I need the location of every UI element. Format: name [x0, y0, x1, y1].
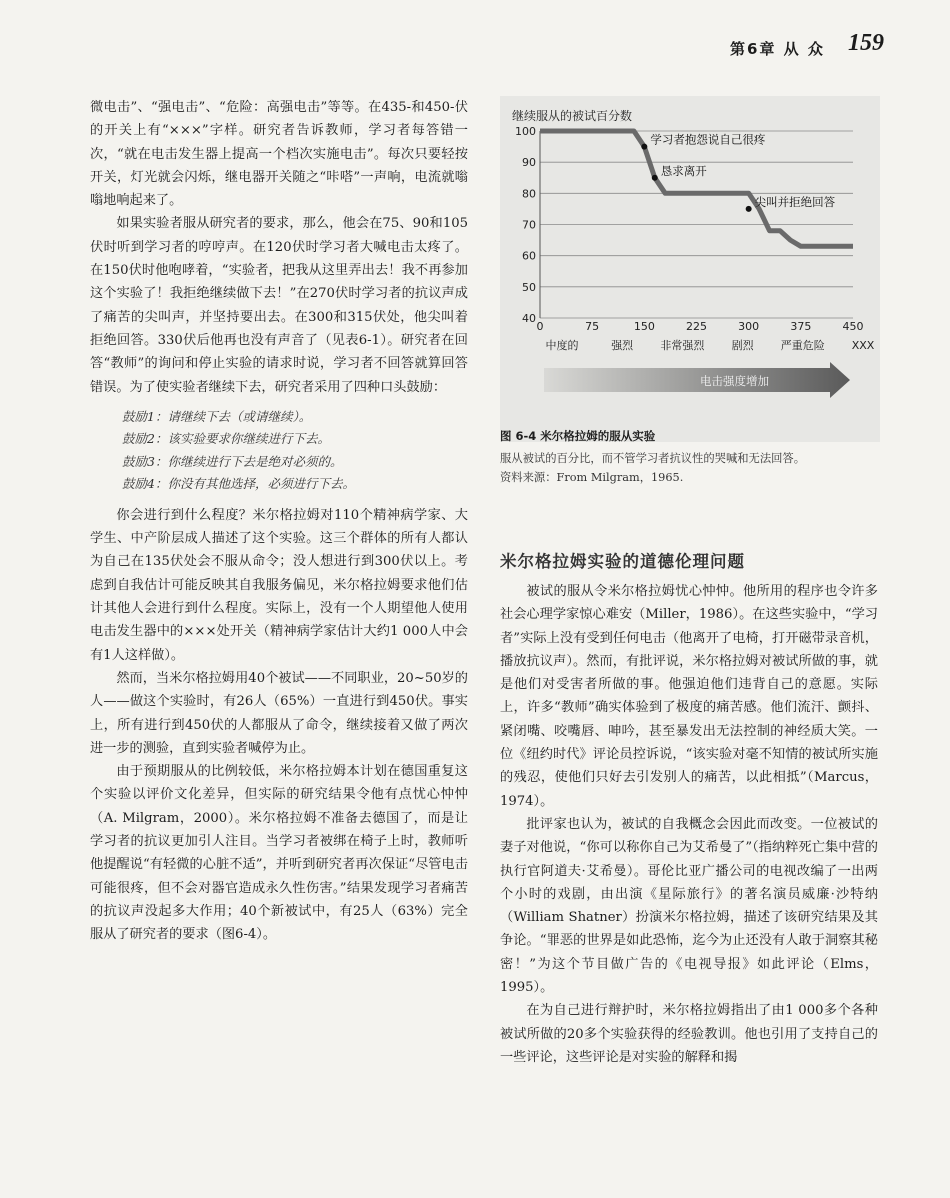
page-number: 159 [848, 30, 884, 56]
annotation-label: 恳求离开 [660, 163, 707, 178]
paragraph: 在为自己进行辩护时，米尔格拉姆指出了由1 000多个各种被试所做的20多个实验获得的经验教训。他也引用了支持自己的一些评论，这些评论是对实验的解释和揭 [500, 1003, 878, 1065]
annotation-marker [652, 175, 658, 181]
right-column [500, 548, 878, 1069]
chapter-title: 第6章 从 众 [730, 40, 825, 58]
encouragement-list [90, 406, 468, 496]
annotation-marker [746, 206, 752, 212]
left-column [90, 96, 468, 947]
caption-line: 服从被试的百分比，而不管学习者抗议性的哭喊和无法回答。 [500, 452, 806, 465]
y-tick-label: 70 [522, 218, 536, 232]
paragraph: 微电击”、“强电击”、“危险：高强电击”等等。在435-和450-伏的开关上有“×××”字样。研究者告诉教师，学习者每答错一次，“就在电击发生器上提高一个档次实施电击”。每次只要轻按开关，灯光就会闪烁，继电器开关随之“咔嗒”一声响，电流就嗡嗡地响起来了。 [90, 100, 468, 209]
y-tick-labels [515, 125, 536, 325]
obedience-chart [500, 96, 880, 416]
category-label: 剧烈 [731, 339, 754, 352]
encouragement-item: 鼓励1：请继续下去（或请继续）。 [122, 408, 312, 424]
intensity-arrow [544, 362, 850, 398]
category-label: 严重危险 [780, 339, 825, 352]
arrow-label: 电击强度增加 [700, 374, 769, 388]
y-tick-label: 90 [522, 156, 536, 170]
y-tick-label: 60 [522, 249, 536, 263]
category-label: 中度的 [545, 339, 579, 352]
gridlines [540, 131, 853, 318]
annotation-label: 尖叫并拒绝回答 [754, 194, 836, 209]
annotations [641, 133, 835, 212]
section-title: 米尔格拉姆实验的道德伦理问题 [500, 552, 745, 571]
x-tick-label: 375 [790, 320, 812, 333]
x-tick-label: 300 [738, 320, 760, 333]
x-tick-label: 0 [536, 320, 544, 333]
paragraph: 批评家也认为，被试的自我概念会因此而改变。一位被试的妻子对他说，“你可以称你自己为艾希曼了”（指纳粹死亡集中营的执行官阿道夫·艾希曼）。哥伦比亚广播公司的电视改编了一出两个小时的戏剧，由出演《星际旅行》的著名演员威廉·沙特纳（William Shatner）扮演米尔格拉姆，描述了该研究结果及其争论。“罪恶的世界是如此恐怖，迄今为止还没有人敢于洞察其秘密！”为这个节目做广告的《电视导报》如此评论（Elms，1995）。 [500, 816, 878, 996]
x-tick-label: 450 [842, 320, 864, 333]
encouragement-item: 鼓励2：该实验要求你继续进行下去。 [122, 431, 330, 447]
category-label: 非常强烈 [660, 339, 705, 352]
paragraph: 被试的服从令米尔格拉姆忧心忡忡。他所用的程序也令许多社会心理学家惊心难安（Miller，1986）。在这些实验中，“学习者”实际上没有受到任何电击（他离开了电椅，打开磁带录音机，播放抗议声）。然而，有批评说，米尔格拉姆对被试所做的事，就是他们对受害者所做的事。他强迫他们违背自己的意愿。实际上，许多“教师”确实体验到了极度的痛苦感。他们流汗、颤抖、紧闭嘴、咬嘴唇、呻吟，甚至暴发出无法控制的神经质大笑。一位《纽约时代》评论员控诉说，“该实验对毫不知情的被试所实施的残忍，使他们只好去引发别人的痛苦，以此相抵”（Marcus，1974）。 [500, 584, 878, 809]
encouragement-item: 鼓励4：你没有其他选择，必须进行下去。 [122, 476, 355, 492]
category-label: XXX [851, 339, 875, 352]
annotation-label: 学习者抱怨说自己很疼 [650, 132, 766, 147]
y-tick-label: 80 [522, 187, 536, 201]
x-tick-label: 225 [686, 320, 707, 333]
paragraph: 你会进行到什么程度？米尔格拉姆对110个精神病学家、大学生、中产阶层成人描述了这个实验。这三个群体的所有人都认为自己在135伏处会不服从命令；没人想进行到300伏以上。考虑到自我估计可能反映其自我服务偏见，米尔格拉姆要求他们估计其他人会进行到什么程度。实际上，没有一个人期望他人使用电击发生器中的×××处开关（精神病学家估计大约1 000人中会有1人这样做）。 [90, 507, 468, 663]
figure-caption [500, 428, 880, 487]
y-tick-label: 40 [522, 312, 536, 325]
paragraph: 然而，当米尔格拉姆用40个被试——不同职业，20~50岁的人——做这个实验时，有26人（65%）一直进行到450伏。事实上，所有进行到450伏的人都服从了命令，继续接着又做了两次进一步的测验，直到实验者喊停为止。 [90, 670, 468, 756]
x-tick-label: 150 [633, 320, 655, 333]
encouragement-item: 鼓励3：你继续进行下去是绝对必须的。 [122, 453, 343, 469]
paragraph: 由于预期服从的比例较低，米尔格拉姆本计划在德国重复这个实验以评价文化差异，但实际的研究结果令他有点忧心忡忡（A. Milgram，2000）。米尔格拉姆不准备去德国了，而是让学习者的抗议更加引人注目。当学习者被绑在椅子上时，教师听他提醒说“有轻微的心脏不适”，并听到研究者再次保证“尽管电击可能很疼，但不会对器官造成永久性伤害。”结果发现学习者痛苦的抗议声没起多大作用；40个新被试中，有25人（63%）完全服从了研究者的要求（图6-4）。 [90, 764, 468, 943]
figure-title: 图 6-4 米尔格拉姆的服从实验 [500, 429, 656, 443]
y-tick-label: 50 [522, 280, 536, 294]
running-header [690, 30, 910, 60]
figure-6-4 [500, 96, 880, 442]
category-label: 强烈 [611, 339, 634, 352]
x-tick-label: 75 [585, 320, 600, 333]
caption-line: 资料来源：From Milgram，1965. [500, 471, 684, 484]
category-labels [546, 338, 875, 352]
annotation-marker [641, 144, 647, 150]
series-line [540, 131, 853, 246]
x-tick-labels [537, 320, 864, 333]
y-tick-label: 100 [515, 125, 536, 138]
paragraph: 如果实验者服从研究者的要求，那么，他会在75、90和105伏时听到学习者的哼哼声。在120伏时学习者大喊电击太疼了。在150伏时他咆哮着，“实验者，把我从这里弄出去！我不再参加这个实验了！我拒绝继续做下去！”在270伏时学习者的抗议声成了痛苦的尖叫声，并坚持要出去。在300和315伏处，他尖叫着拒绝回答。330伏后他再也没有声音了（见表6-1）。研究者在回答“教师”的询问和停止实验的请求时说，学习者不回答就算回答错误。为了使实验者继续下去，研究者采用了四种口头鼓励： [90, 216, 468, 395]
chart-title: 继续服从的被试百分数 [512, 109, 633, 123]
